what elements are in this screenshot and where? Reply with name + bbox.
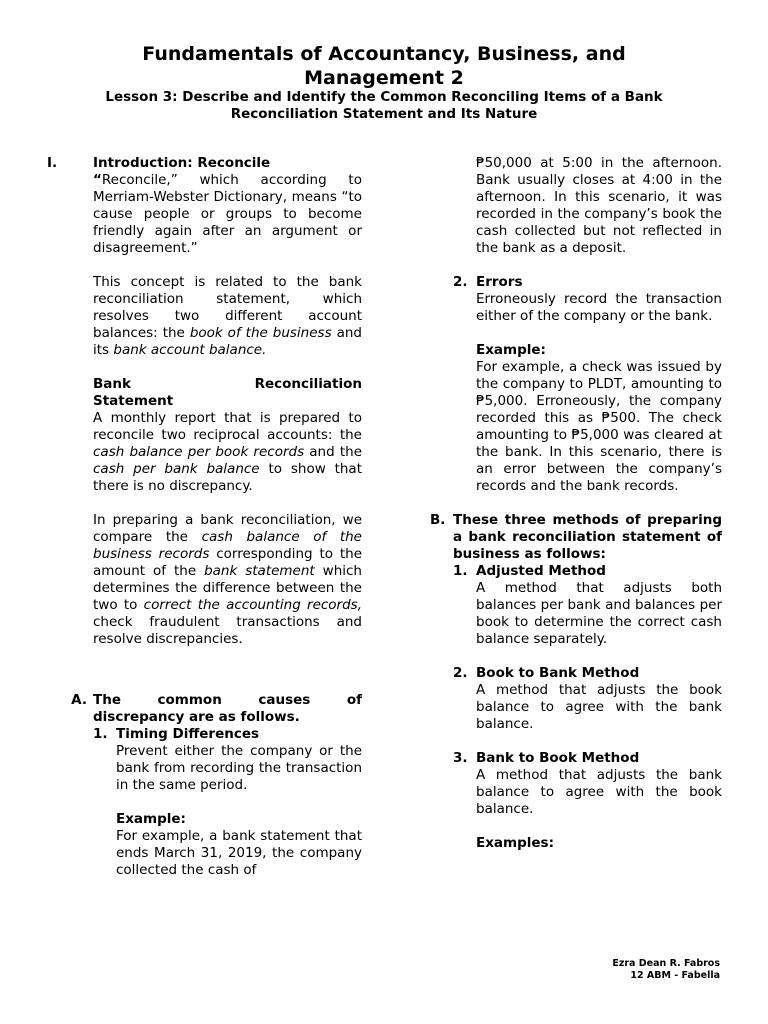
document-title <box>60 42 708 90</box>
author-name: Ezra Dean R. Fabros <box>612 958 720 969</box>
section-a-heading: The common causes of discrepancy are as follows. <box>93 692 362 725</box>
section-b-letter: B. <box>430 512 446 528</box>
lesson-subtitle <box>40 89 728 123</box>
adjusted-number: 1. <box>453 563 468 579</box>
intro-numeral: I. <box>47 155 58 171</box>
concept-paragraph: This concept is related to the bank reconciliation statement, which resolves two different account balances: the book of the business and its bank account balance. <box>93 274 362 358</box>
errors-text: Erroneously record the transaction either of the company or the bank. <box>476 291 722 324</box>
intro-quote: “Reconcile,” which according to Merriam-Webster Dictionary, means “to cause people or groups to become friendly again after an argument or disagreement.” <box>93 172 362 256</box>
intro-heading-row <box>40 155 362 172</box>
author-class: 12 ABM - Fabella <box>630 970 720 981</box>
timing-example-text: For example, a bank statement that ends March 31, 2019, the company collected the cash of <box>116 828 362 878</box>
bank-to-book-heading: Bank to Book Method <box>476 750 640 766</box>
errors-heading: Errors <box>476 274 523 290</box>
section-a-heading-row <box>40 692 362 726</box>
errors-example-label: Example: <box>476 342 546 358</box>
intro-heading: Introduction: Reconcile <box>93 155 271 171</box>
book-to-bank-text: A method that adjusts the book balance to agree with the bank balance. <box>476 682 722 732</box>
timing-example-label: Example: <box>116 811 186 827</box>
timing-number: 1. <box>93 726 108 742</box>
subtitle-line-2: Reconciliation Statement and Its Nature <box>230 106 538 122</box>
section-b-heading: These three methods of preparing a bank reconciliation statement of business as follows: <box>453 512 722 562</box>
timing-heading: Timing Differences <box>116 726 260 742</box>
timing-heading-row <box>93 726 362 743</box>
brs-definition: A monthly report that is prepared to reconcile two reciprocal accounts: the cash balance per book records and the cash per bank balance to show that there is no discrepancy. <box>93 410 363 494</box>
author-footer <box>612 958 720 982</box>
errors-heading-row <box>453 274 722 291</box>
adjusted-heading-row <box>453 563 722 580</box>
right-column <box>420 155 722 852</box>
errors-example-text: For example, a check was issued by the company to PLDT, amounting to ₱5,000. Erroneously, the company recorded this as ₱500. The check amounting to ₱5,000 was cleared at the bank. In this scenario, there is an error between the company’s records and the bank records. <box>476 359 722 494</box>
book-to-bank-heading-row <box>453 665 722 682</box>
title-line-2: Management 2 <box>304 67 464 89</box>
timing-text: Prevent either the company or the bank from recording the transaction in the same period. <box>116 743 362 793</box>
brs-heading: Bank Reconciliation Statement <box>93 376 362 409</box>
errors-number: 2. <box>453 274 468 290</box>
title-line-1: Fundamentals of Accountancy, Business, and <box>142 43 626 65</box>
adjusted-text: A method that adjusts both balances per bank and balances per book to determine the correct cash balance separately. <box>476 580 722 647</box>
book-to-bank-number: 2. <box>453 665 468 681</box>
section-b-heading-row <box>420 512 722 563</box>
subtitle-line-1: Lesson 3: Describe and Identify the Common Reconciling Items of a Bank <box>105 89 663 105</box>
book-to-bank-heading: Book to Bank Method <box>476 665 640 681</box>
examples-label: Examples: <box>476 835 554 851</box>
bank-to-book-text: A method that adjusts the bank balance to agree with the book balance. <box>476 767 722 817</box>
section-a-letter: A. <box>71 692 87 708</box>
bank-to-book-heading-row <box>453 750 722 767</box>
preparing-paragraph: In preparing a bank reconciliation, we compare the cash balance of the business records corresponding to the amount of the bank statement which determines the difference between the two to correct the accounting records, check fraudulent transactions and resolve discrepancies. <box>93 512 363 647</box>
adjusted-heading: Adjusted Method <box>476 563 606 579</box>
left-column <box>40 155 362 879</box>
bank-to-book-number: 3. <box>453 750 468 766</box>
timing-example-continued: ₱50,000 at 5:00 in the afternoon. Bank usually closes at 4:00 in the afternoon. In this scenario, it was recorded in the company’s book the cash collected but not reflected in the bank as a deposit. <box>476 155 722 256</box>
